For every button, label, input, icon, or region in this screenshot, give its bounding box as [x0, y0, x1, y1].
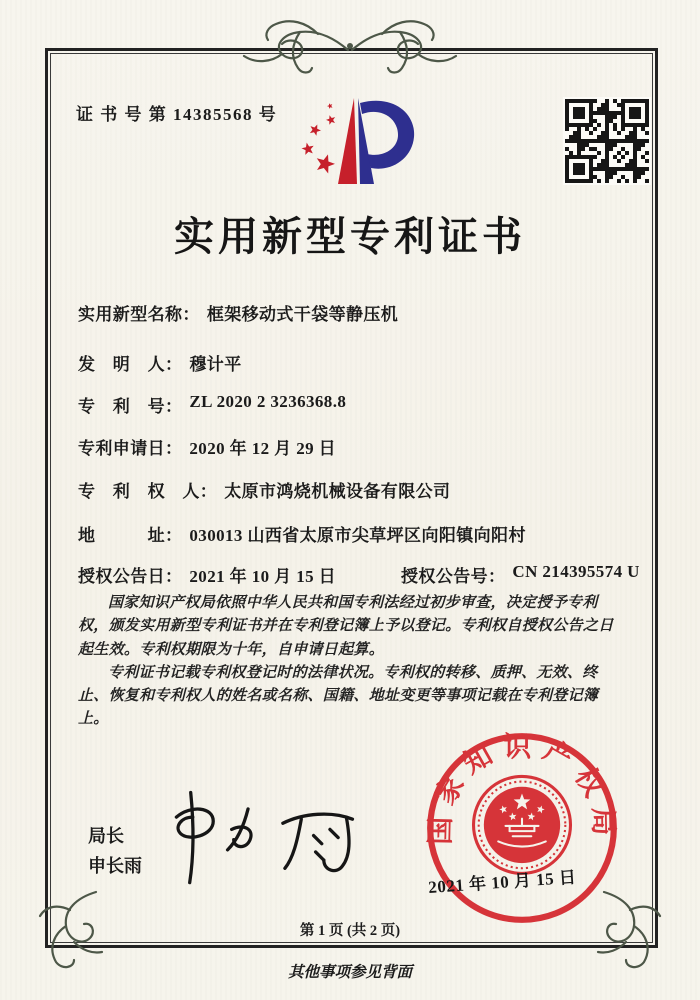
- field-value: 030013 山西省太原市尖草坪区向阳镇向阳村: [189, 526, 526, 545]
- field-row-address: [78, 521, 526, 546]
- cnipa-patent-logo-icon: [283, 92, 423, 198]
- officer-name: 申长雨: [88, 856, 142, 876]
- certificate-number: 证 书 号 第 14385568 号: [76, 105, 278, 124]
- field-value: 穆计平: [189, 355, 242, 374]
- field-value: 2020 年 12 月 29 日: [189, 439, 337, 458]
- field-label: 专 利 权 人：: [78, 482, 218, 501]
- legal-paragraph-1: 国家知识产权局依照中华人民共和国专利法经过初步审查，决定授予专利权，颁发实用新型专利证书并在专利登记簿上予以登记。专利权自授权公告之日起生效。专利权期限为十年，自申请日起算。: [78, 595, 614, 658]
- page-title: 实用新型专利证书: [174, 214, 526, 259]
- seal-agency-text: 国家知识产权局: [425, 731, 619, 846]
- field-value: 太原市鸿烧机械设备有限公司: [224, 482, 451, 501]
- grant-date-label: 授权公告日：: [78, 567, 183, 586]
- field-row-filing-date: [78, 434, 336, 459]
- seal-date: 2021 年 10 月 15 日: [427, 867, 577, 897]
- field-row-patent-number: [78, 392, 346, 417]
- legal-body-text: [78, 592, 624, 732]
- cnipa-official-seal-icon: [424, 730, 620, 926]
- officer-title: 局长: [88, 826, 124, 846]
- field-label: 发 明 人：: [78, 355, 183, 374]
- field-value: 框架移动式干袋等静压机: [206, 305, 399, 324]
- page-indicator: 第 1 页 (共 2 页): [299, 923, 401, 939]
- commissioner-signature-icon: [160, 782, 375, 885]
- legal-paragraph-2: 专利证书记载专利权登记时的法律状况。专利权的转移、质押、无效、终止、恢复和专利权人的姓名或名称、国籍、地址变更等事项记载在专利登记簿上。: [78, 664, 599, 728]
- grant-number-value: CN 214395574 U: [512, 562, 640, 581]
- field-label: 实用新型名称：: [78, 305, 200, 324]
- field-row-grant: [78, 562, 640, 587]
- grant-number-label: 授权公告号：: [401, 567, 506, 586]
- field-row-inventor: [78, 350, 242, 375]
- field-value: ZL 2020 2 3236368.8: [189, 392, 347, 411]
- qr-code: [563, 97, 651, 185]
- field-label: 地 址：: [78, 526, 183, 545]
- back-note: 其他事项参见背面: [287, 964, 412, 981]
- field-label: 专 利 号：: [78, 397, 183, 416]
- grant-date-value: 2021 年 10 月 15 日: [189, 567, 337, 586]
- national-emblem-icon: [474, 776, 571, 873]
- top-scroll-ornament-icon: [235, 16, 465, 90]
- field-label: 专利申请日：: [78, 439, 183, 458]
- field-row-utility-model-name: [78, 300, 398, 325]
- field-row-patentee: [78, 477, 450, 502]
